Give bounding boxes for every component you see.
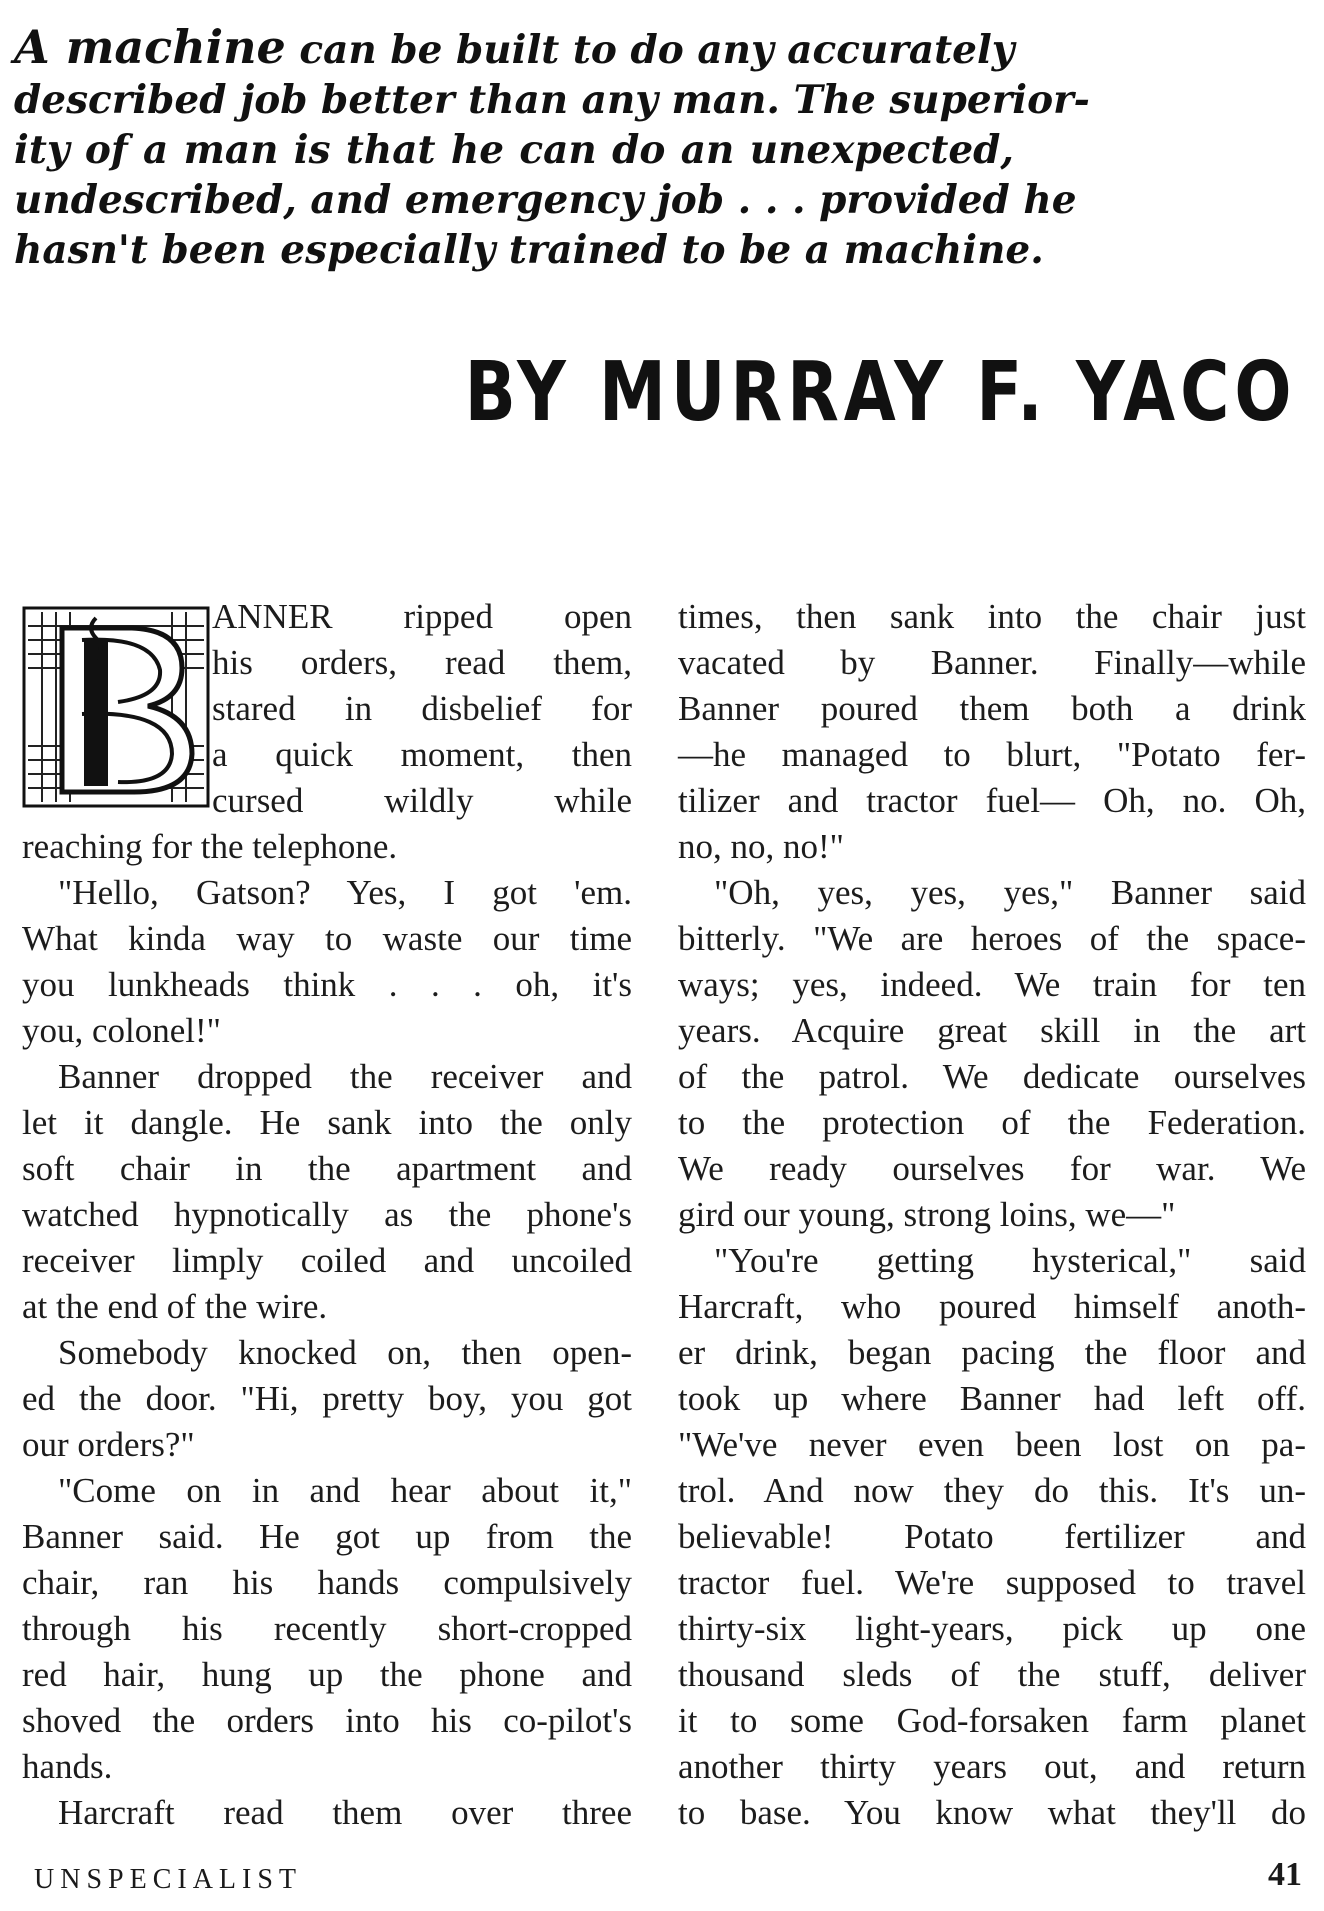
text-line: What kinda way to waste our time bbox=[22, 919, 632, 958]
text-line: you, colonel!" bbox=[22, 1011, 221, 1050]
text-line: soft chair in the apartment and bbox=[22, 1149, 632, 1188]
blurb-line: undescribed, and emergency job . . . provided he bbox=[14, 177, 1077, 223]
text-line: years. Acquire great skill in the art bbox=[678, 1011, 1306, 1050]
right-column bbox=[678, 594, 1306, 1836]
text-line: "You're getting hysterical," said bbox=[714, 1241, 1306, 1280]
text-line: another thirty years out, and return bbox=[678, 1747, 1306, 1786]
text-line: hands. bbox=[22, 1747, 113, 1786]
author-byline: BY MURRAY F. YACO bbox=[464, 345, 1296, 440]
text-line: thirty-six light-years, pick up one bbox=[678, 1609, 1306, 1648]
blurb-line: A machine can be built to do any accurately bbox=[14, 20, 1015, 74]
text-line: vacated by Banner. Finally—while bbox=[678, 643, 1306, 682]
text-line: "We've never even been lost on pa- bbox=[678, 1425, 1306, 1464]
drop-cap-letter: B bbox=[116, 745, 118, 747]
text-line: Banner said. He got up from the bbox=[22, 1517, 632, 1556]
blurb-line: hasn't been especially trained to be a machine. bbox=[14, 227, 1044, 273]
blurb-line: ity of a man is that he can do an unexpected, bbox=[14, 127, 1014, 173]
text-line: er drink, began pacing the floor and bbox=[678, 1333, 1306, 1372]
text-line: believable! Potato fertilizer and bbox=[678, 1517, 1306, 1556]
text-line: —he managed to blurt, "Potato fer- bbox=[678, 735, 1306, 774]
text-line: his orders, read them, bbox=[212, 643, 632, 682]
text-line: of the patrol. We dedicate ourselves bbox=[678, 1057, 1306, 1096]
text-line: to base. You know what they'll do bbox=[678, 1793, 1306, 1832]
text-line: shoved the orders into his co-pilot's bbox=[22, 1701, 632, 1740]
text-line: Banner dropped the receiver and bbox=[58, 1057, 632, 1096]
text-line: receiver limply coiled and uncoiled bbox=[22, 1241, 632, 1280]
magazine-name: UNSPECIALIST bbox=[34, 1864, 303, 1895]
text-line: times, then sank into the chair just bbox=[678, 597, 1306, 636]
text-line: red hair, hung up the phone and bbox=[22, 1655, 632, 1694]
text-line: thousand sleds of the stuff, deliver bbox=[678, 1655, 1306, 1694]
text-line: Banner poured them both a drink bbox=[678, 689, 1306, 728]
text-line: no, no, no!" bbox=[678, 827, 844, 866]
text-line: to the protection of the Federation. bbox=[678, 1103, 1306, 1142]
drop-cap-b-ornament bbox=[22, 606, 210, 808]
text-line: chair, ran his hands compulsively bbox=[22, 1563, 632, 1602]
story-blurb bbox=[14, 20, 1090, 275]
page-number: 41 bbox=[1268, 1856, 1302, 1893]
text-line: "Come on in and hear about it," bbox=[58, 1471, 632, 1510]
text-line: cursed wildly while bbox=[212, 781, 632, 820]
text-line: you lunkheads think . . . oh, it's bbox=[22, 965, 632, 1004]
text-line: let it dangle. He sank into the only bbox=[22, 1103, 632, 1142]
text-line: a quick moment, then bbox=[212, 735, 632, 774]
text-line: watched hypnotically as the phone's bbox=[22, 1195, 632, 1234]
text-line: ed the door. "Hi, pretty boy, you got bbox=[22, 1379, 632, 1418]
text-line: bitterly. "We are heroes of the space- bbox=[678, 919, 1306, 958]
text-line: ANNER ripped open bbox=[212, 597, 632, 636]
text-line: ways; yes, indeed. We train for ten bbox=[678, 965, 1306, 1004]
text-line: "Hello, Gatson? Yes, I got 'em. bbox=[58, 873, 632, 912]
text-line: We ready ourselves for war. We bbox=[678, 1149, 1306, 1188]
text-line: through his recently short-cropped bbox=[22, 1609, 632, 1648]
blurb-lead: A machine bbox=[14, 20, 286, 74]
text-line: gird our young, strong loins, we—" bbox=[678, 1195, 1176, 1234]
text-line: our orders?" bbox=[22, 1425, 195, 1464]
text-line: Harcraft, who poured himself anoth- bbox=[678, 1287, 1306, 1326]
text-line: stared in disbelief for bbox=[212, 689, 632, 728]
blurb-line: described job better than any man. The superior- bbox=[14, 77, 1090, 123]
text-line: it to some God-forsaken farm planet bbox=[678, 1701, 1306, 1740]
text-line: tractor fuel. We're supposed to travel bbox=[678, 1563, 1306, 1602]
text-line: trol. And now they do this. It's un- bbox=[678, 1471, 1306, 1510]
text-line: at the end of the wire. bbox=[22, 1287, 328, 1326]
left-column bbox=[22, 594, 632, 1836]
text-line: reaching for the telephone. bbox=[22, 827, 398, 866]
text-line: Harcraft read them over three bbox=[58, 1793, 632, 1832]
text-line: Somebody knocked on, then open- bbox=[58, 1333, 632, 1372]
text-line: took up where Banner had left off. bbox=[678, 1379, 1306, 1418]
text-line: "Oh, yes, yes, yes," Banner said bbox=[714, 873, 1306, 912]
text-line: tilizer and tractor fuel— Oh, no. Oh, bbox=[678, 781, 1306, 820]
